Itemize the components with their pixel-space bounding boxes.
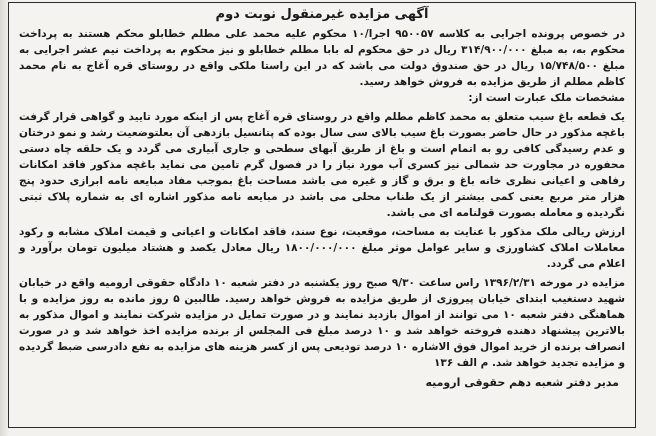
notice-case-paragraph: در خصوص پرونده اجرایی به کلاسه ۹۵۰۰۵۷ اجرا/۱۰ محکوم علیه محمد علی مطلم خطابلو محکم هستند به پرداخت محکوم به، به مبلغ ۳۱۴/۹۰۰/۰۰۰ ریال در حق محکوم له بابا مطلم خطابلو و نیز محکوم به پرداخت نیم عشر اجرایی به مبلغ ۱۵/۷۴۸/۵۰۰ ریال در حق صندوق دولت می باشد که در این راستا ملکی واقع در روستای قره آغاج به نام محمد کاظم مطلم از طریق مزایده به فروش خواهد رسید.: [19, 28, 626, 88]
page-edge-shadow: [0, 0, 8, 436]
notice-signature: مدیر دفتر شعبه دهم حقوقی ارومیه: [425, 376, 619, 389]
notice-frame: [8, 2, 636, 428]
auction-notice: [9, 3, 635, 391]
notice-valuation-paragraph: ارزش ریالی ملک مذکور با عنایت به مساحت، موقعیت، نوع سند، فاقد امکانات و اعیانی و قیمت املاک مشابه و رکود معاملات املاک کشاورزی و سایر عوامل موثر مبلغ ۱۸۰۰/۰۰۰/۰۰۰ ریال معادل یکصد و هشتاد میلیون تومان برآورد و اعلام می گردد.: [19, 226, 625, 270]
notice-property-heading: مشخصات ملک عبارت است از:: [468, 92, 625, 104]
notice-property-description: یک قطعه باغ سیب متعلق به محمد کاظم مطلم واقع در روستای قره آغاج پس از اینکه مورد تایید و گواهی قرار گرفت باغچه مذکور در حال حاضر بصورت باغ سیب بالای سی سال بوده که پتانسیل بازدهی آن بعلتوضعیت رشد و نمو درختان و عدم رسیدگی کافی رو به اتمام است و باغ از طریق آبهای سطحی و جاری آبیاری می گردد و یک حلقه چاه دستی محفوره در مجاورت حد شمالی نیز کسری آب مورد نیاز را در فصول گرم تامین می نماید باغچه مذکور فاقد امکانات رفاهی و اعیانی نظری خانه باغ و برق و گاز و غیره می باشد مساحت باغ بموجب مفاد مبایعه نامه ابرازی حدود پنج هزار متر مربع یعنی کمی بیشتر از یک طناب محلی می باشد در مبایعه نامه مذکور اشاره ای به شماره پلاک ثبتی نگردیده و معامله بصورت قولنامه ای می باشد.: [19, 111, 625, 219]
notice-auction-terms: مزایده در مورخه ۱۳۹۶/۲/۳۱ راس ساعت ۹/۳۰ صبح روز یکشنبه در دفتر شعبه ۱۰ دادگاه حقوقی ارومیه واقع در خیابان شهید دستغیب ابتدای خیابان پیروزی از طریق مزایده به فروش خواهد رسید. طالبین ۵ روز مانده به روز مزایده و با هماهنگی دفتر شعبه ۱۰ می توانند از اموال بازدید نمایند و در صورت تمایل در مزایده شرکت نمایند و اموال مذکور به بالاترین پیشنهاد دهنده فروخته خواهد شد و ۱۰ درصد مبلغ فی المجلس از برنده مزایده اخذ خواهد شد و در صورت انصراف برنده از خرید اموال فوق الاشاره ۱۰ درصد تودیعی پس از کسر هزینه های مزایده به نفع دادرسی ضبط گردیده و مزایده تجدید خواهد شد. م الف ۱۳۶: [19, 277, 626, 369]
notice-title: آگهی مزایده غیرمنقول نوبت دوم: [215, 7, 429, 22]
